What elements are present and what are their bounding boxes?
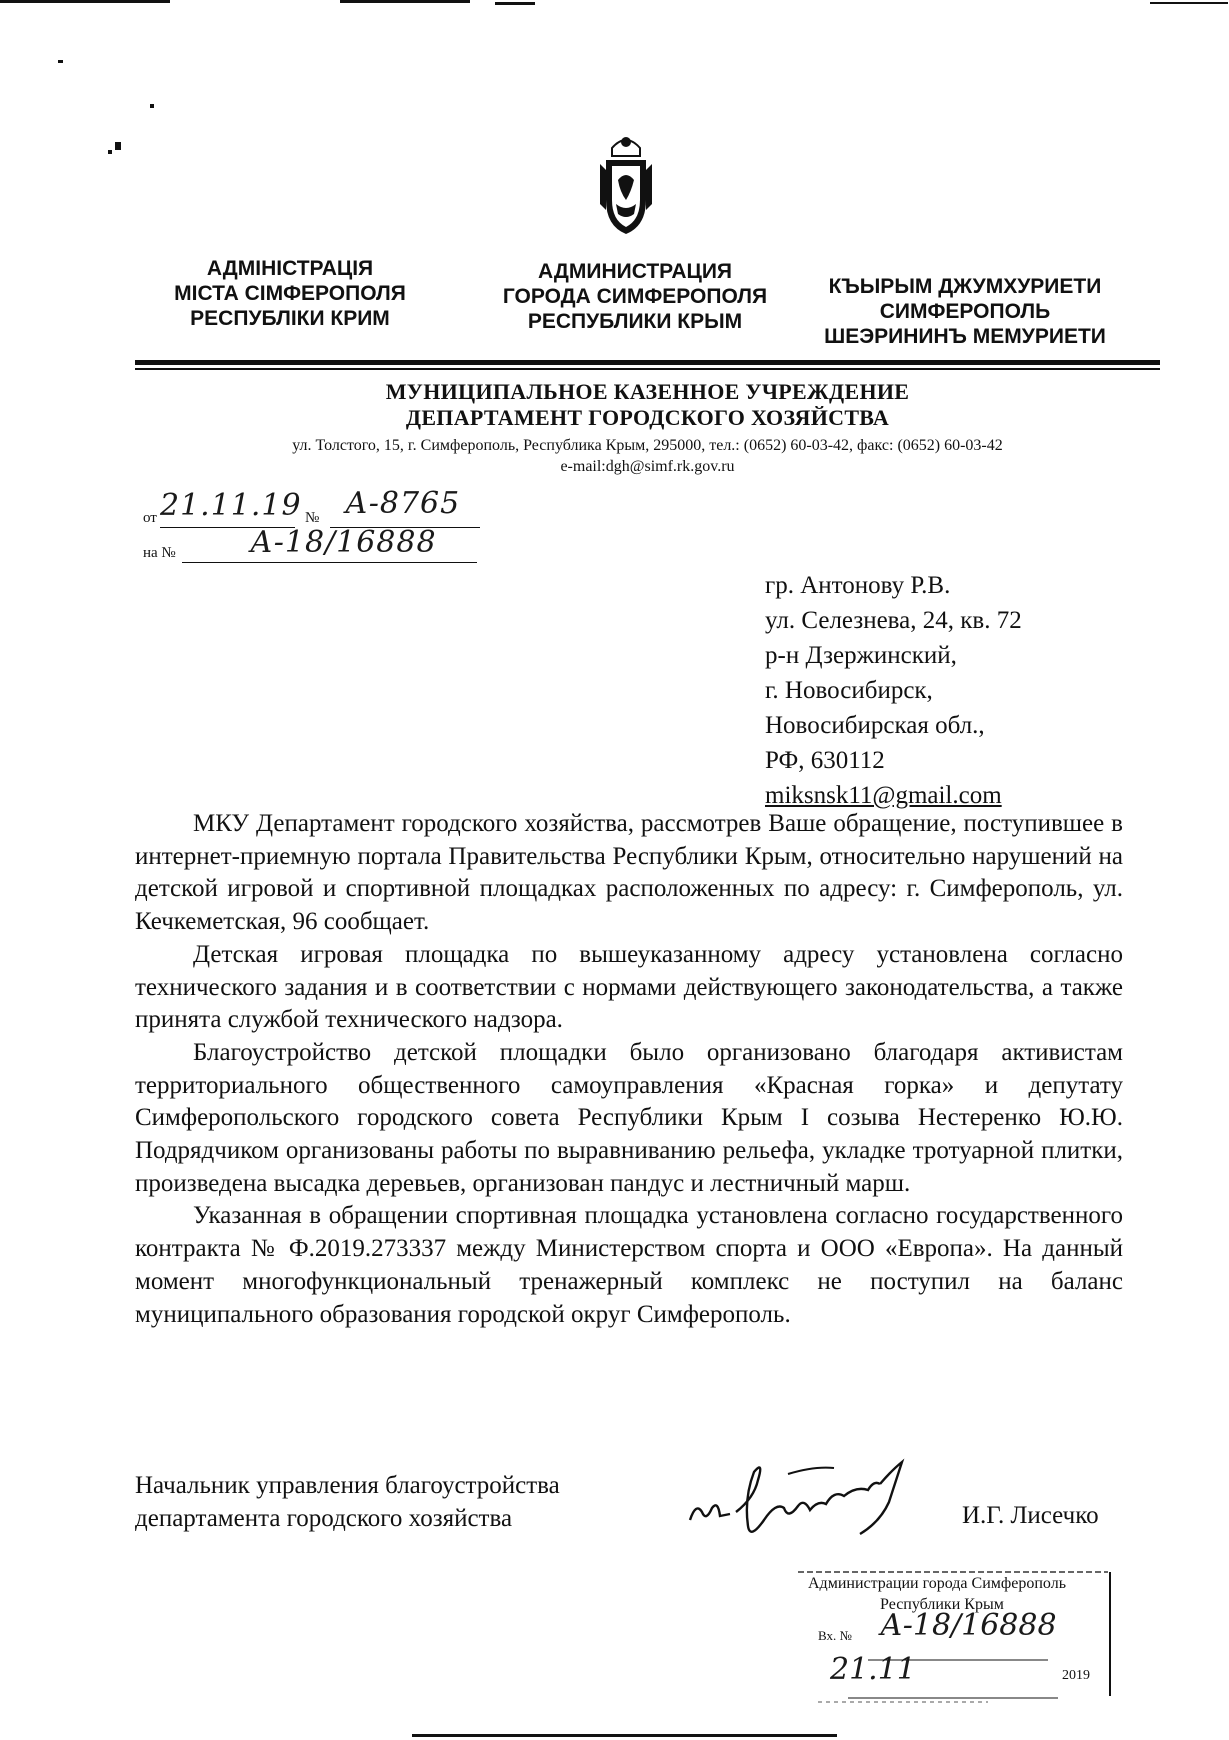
stamp-number: А-18/16888 xyxy=(880,1608,1057,1643)
reference-underline xyxy=(182,562,477,563)
recipient-line: РФ, 630112 xyxy=(765,747,885,774)
stamp-region: Республики Крым xyxy=(880,1596,1004,1613)
scan-edge-mark xyxy=(495,2,535,5)
scan-edge-mark xyxy=(0,0,170,3)
scan-speck xyxy=(108,150,112,154)
organization-email: e-mail:dgh@simf.rk.gov.ru xyxy=(560,458,735,475)
header-line: МІСТА СІМФЕРОПОЛЯ xyxy=(174,282,406,305)
stamp-number-label: Вх. № xyxy=(818,1628,852,1643)
number-label: № xyxy=(305,510,320,526)
stamp-year: 2019 xyxy=(1062,1668,1090,1683)
stamp-organization: Администрации города Симферополь xyxy=(808,1575,1066,1592)
body-paragraph: МКУ Департамент городского хозяйства, рассмотрев Ваше обращение, поступившее в интернет-приемную портала Правительства Республики Крым, относительно нарушений на детской игровой и спортивной площадках расположенных по адресу: г. Симферополь, ул. Кечкеметская, 96 сообщает. xyxy=(135,810,1123,936)
recipient-line: р-н Дзержинский, xyxy=(765,642,957,669)
handwritten-signature xyxy=(684,1450,934,1545)
outgoing-date: 21.11.19 xyxy=(160,488,302,523)
recipient-line: г. Новосибирск, xyxy=(765,677,933,704)
signatory-title-line: Начальник управления благоустройства xyxy=(135,1472,560,1499)
scan-edge-mark xyxy=(340,0,470,3)
header-russian xyxy=(470,259,800,334)
body-paragraph: Указанная в обращении спортивная площадка установлена согласно государственного контракта № Ф.2019.273337 между Министерством спорта и ООО «Европа». На данный момент многофункциональный тренажерный комплекс не поступил на баланс муниципального образования городской округ Симферополь. xyxy=(135,1202,1123,1328)
header-line: ГОРОДА СИМФЕРОПОЛЯ xyxy=(502,285,768,308)
scan-speck xyxy=(150,104,154,108)
organization-name: МУНИЦИПАЛЬНОЕ КАЗЕННОЕ УЧРЕЖДЕНИЕ xyxy=(385,379,910,404)
header-line: АДМІНІСТРАЦІЯ xyxy=(206,257,374,280)
body-paragraph: Благоустройство детской площадки было организовано благодаря активистам территориального общественного самоуправления «Красная горка» и депутату Симферопольского городского совета Республики Крым I созыва Нестеренко Ю.Ю. Подрядчиком организованы работы по выравниванию рельефа, укладке тротуарной плитки, произведена высадка деревьев, организован пандус и лестничный марш. xyxy=(135,1038,1123,1197)
scan-speck xyxy=(115,142,121,150)
header-line: КЪЫРЫМ ДЖУМХУРИЕТИ xyxy=(828,275,1102,298)
header-crimean-tatar xyxy=(800,274,1130,349)
scan-edge-mark xyxy=(412,1734,837,1737)
letter-body xyxy=(135,808,1123,1331)
organization-address: ул. Толстого, 15, г. Симферополь, Республика Крым, 295000, тел.: (0652) 60-03-42, факс: (0652) 60-03-42 xyxy=(292,437,1003,454)
signatory-title xyxy=(135,1469,560,1535)
scan-speck xyxy=(58,60,63,63)
recipient-line: гр. Антонову Р.В. xyxy=(765,572,951,599)
recipient-block xyxy=(765,568,1022,813)
organization-department: ДЕПАРТАМЕНТ ГОРОДСКОГО ХОЗЯЙСТВА xyxy=(405,405,890,430)
recipient-email: miksnsk11@gmail.com xyxy=(765,782,1002,809)
reference-number: А-18/16888 xyxy=(250,525,437,560)
scan-edge-mark xyxy=(1150,2,1228,4)
header-divider xyxy=(135,360,1160,365)
reference-label: на № xyxy=(143,545,176,561)
signatory-name: И.Г. Лисечко xyxy=(962,1502,1099,1529)
stamp-date: 21.11 xyxy=(830,1652,916,1687)
header-line: АДМИНИСТРАЦИЯ xyxy=(537,260,733,283)
from-label: от xyxy=(143,510,157,526)
header-line: ШЕЭРИНИНЪ МЕМУРИЕТИ xyxy=(824,325,1106,348)
header-line: РЕСПУБЛІКИ КРИМ xyxy=(190,307,390,330)
coat-of-arms-icon xyxy=(598,130,654,240)
recipient-line: ул. Селезнева, 24, кв. 72 xyxy=(765,607,1022,634)
signatory-title-line: департамента городского хозяйства xyxy=(135,1505,513,1532)
recipient-line: Новосибирская обл., xyxy=(765,712,985,739)
header-ukrainian xyxy=(140,256,440,331)
outgoing-number: А-8765 xyxy=(345,486,461,521)
body-paragraph: Детская игровая площадка по вышеуказанному адресу установлена согласно технического задания и в соответствии с нормами действующего законодательства, а также принята службой технического надзора. xyxy=(135,940,1123,1034)
header-divider xyxy=(135,368,1160,370)
header-line: РЕСПУБЛИКИ КРЫМ xyxy=(527,310,743,333)
header-line: СИМФЕРОПОЛЬ xyxy=(879,300,1051,323)
